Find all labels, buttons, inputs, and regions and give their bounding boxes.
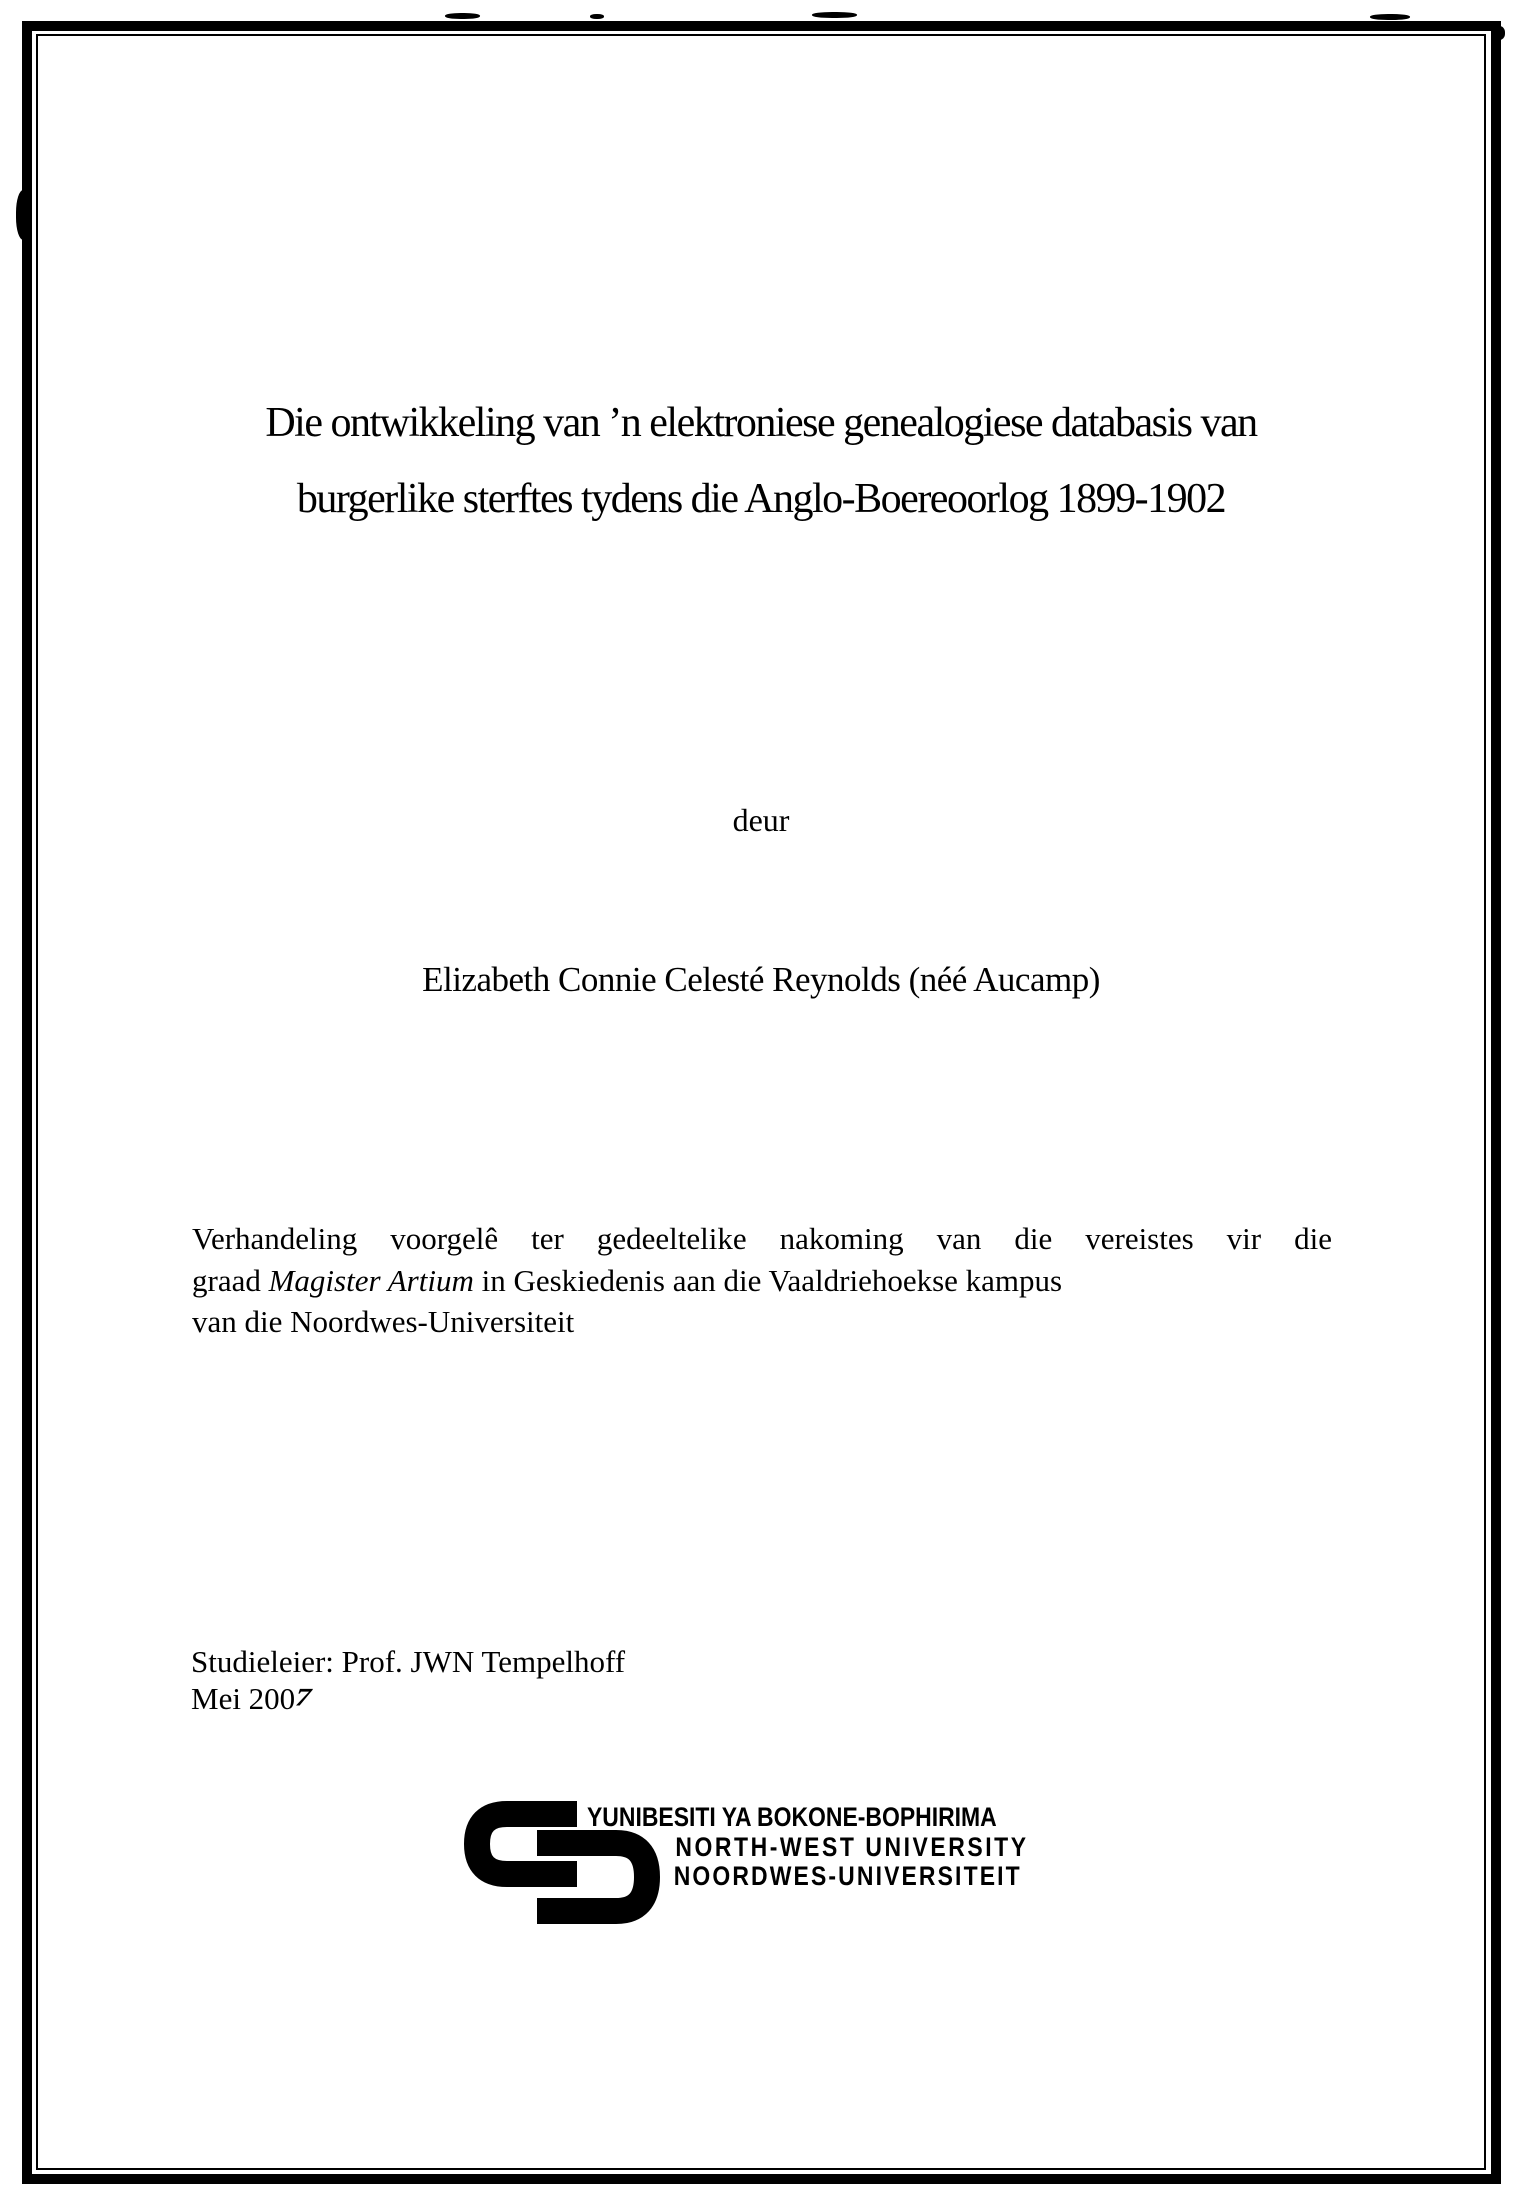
author-name: Elizabeth Connie Celesté Reynolds (néé Aucamp): [422, 960, 1100, 999]
date-last-digit: 7: [291, 1682, 316, 1712]
statement-line-2-suffix: in Geskiedenis aan die Vaaldriehoekse kampus: [473, 1262, 1063, 1298]
title-line-1: Die ontwikkeling van ’n elektroniese genealogiese databasis van: [265, 400, 1257, 446]
scan-artifact: [590, 14, 604, 19]
supervisor-line: Studieleier: Prof. JWN Tempelhoff: [191, 1644, 626, 1679]
title-line-2: burgerlike sterftes tydens die Anglo-Boereoorlog 1899-1902: [296, 476, 1226, 522]
statement-line-2-prefix: graad: [192, 1262, 269, 1298]
scan-artifact: [1493, 26, 1505, 40]
scan-artifact: [1370, 14, 1410, 20]
degree-statement: [192, 1218, 1332, 1343]
university-name-afrikaans: NOORDWES-UNIVERSITEIT: [673, 1861, 1022, 1891]
date-line: [191, 1680, 625, 1717]
scan-artifact: [445, 13, 480, 19]
page-title: [36, 385, 1486, 537]
university-name-setswana: YUNIBESITI YA BOKONE-BOPHIRIMA: [587, 1802, 997, 1832]
byline-label: deur: [732, 802, 790, 838]
supervisor-and-date: [191, 1643, 625, 1717]
university-wordmark: [587, 1803, 1029, 1892]
statement-degree-name: Magister Artium: [268, 1262, 474, 1298]
statement-line-3: van die Noordwes-Universiteit: [192, 1304, 575, 1339]
statement-line-1: Verhandeling voorgelê ter gedeeltelike nakoming van die vereistes vir die: [192, 1221, 1332, 1256]
date-text: Mei 200: [191, 1681, 296, 1716]
scan-artifact: [16, 190, 32, 240]
statement-line-2: [192, 1260, 1332, 1302]
scan-artifact: [812, 12, 857, 18]
university-name-english: NORTH-WEST UNIVERSITY: [675, 1831, 1029, 1862]
